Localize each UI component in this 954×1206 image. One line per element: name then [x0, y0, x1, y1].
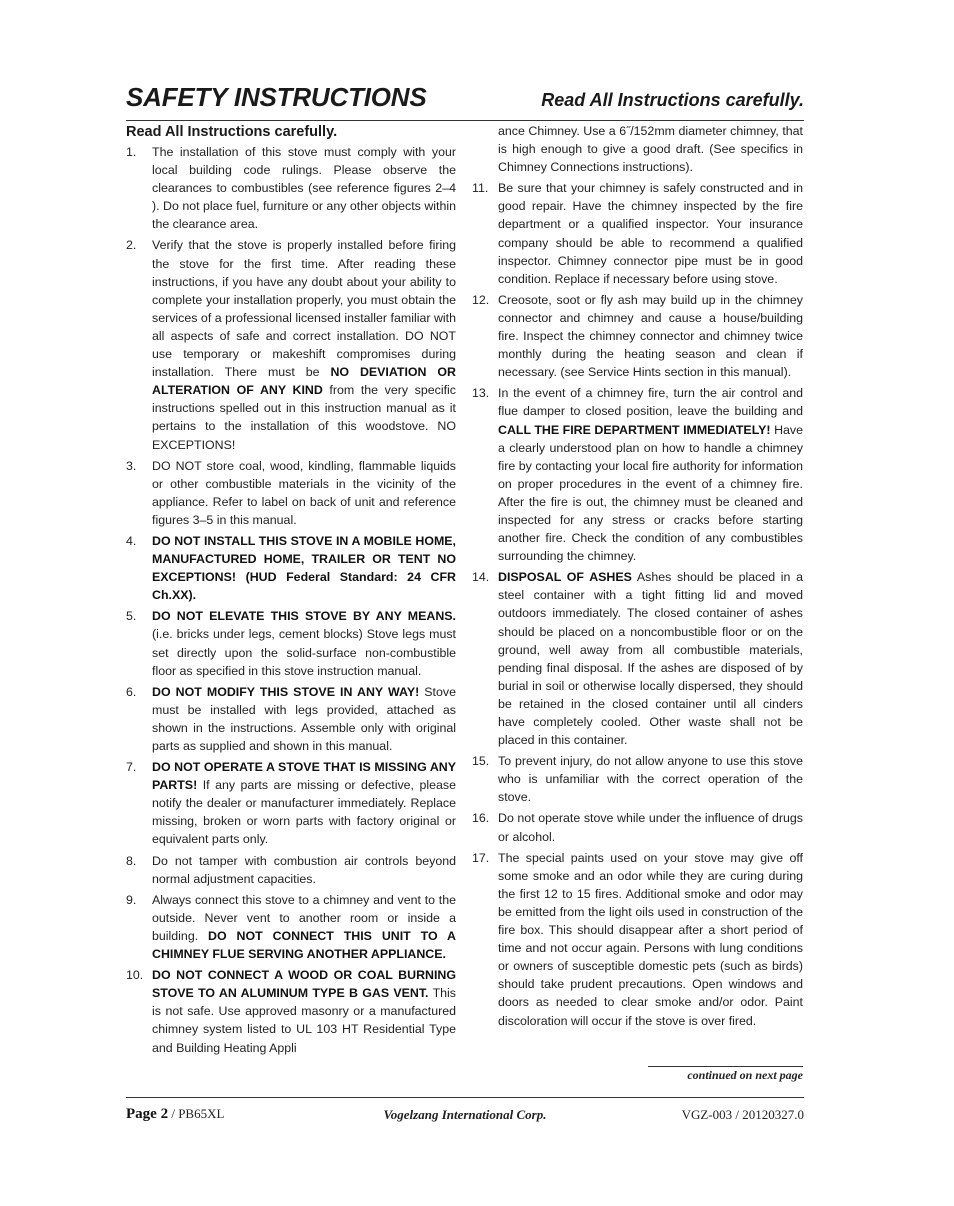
item-text: DO NOT store coal, wood, kindling, flammable liquids or other combustible materials in the vicinity of the appliance. Refer to label on back of unit and reference figures 3–5 in this manual. [152, 458, 456, 527]
item-emphasis: NO DEVIATION OR ALTERATION OF ANY KIND [152, 365, 456, 398]
item-text: Have a clearly understood plan on how to handle a chimney fire by contacting your local fire authority for information on proper procedures in the event of a chimney fire. After the fire is out, the chimney must be cleaned and inspected for any stress or cracks before starting another fire. Check the condition of any combustibles surrounding the chimney. [498, 422, 803, 564]
model-number: / PB65XL [168, 1106, 225, 1121]
list-item [126, 236, 456, 453]
header-subtitle: Read All Instructions carefully. [541, 90, 804, 110]
item-text: from the very specific instructions spelled out in this instruction manual as it pertains to the installation of this woodstove. NO EXCEPTIONS! [152, 383, 456, 452]
item-number: 14. [472, 570, 490, 585]
item-emphasis: DO NOT OPERATE A STOVE THAT IS MISSING ANY PARTS! [152, 760, 456, 793]
item-text: Do not operate stove while under the influence of drugs or alcohol. [498, 811, 803, 844]
item-emphasis: DISPOSAL OF ASHES [498, 570, 632, 585]
list-item [126, 457, 456, 529]
item-text: The special paints used on your stove may give off some smoke and an odor while they are curing during the first 12 to 15 fires. Additional smoke and odor may be emitted from the light oils used in construction of the fire box. This should disappear after a short period of time and not occur again. Persons with lung conditions or owners of susceptible domestic pets (such as birds) should take prudent precautions. Open windows and doors as needed to clear smoke and/or odor. Paint discoloration will occur if the stove is over fired. [498, 850, 803, 1028]
list-item [126, 532, 456, 604]
item-number: 16. [472, 811, 490, 826]
item-emphasis: DO NOT MODIFY THIS STOVE IN ANY WAY! [152, 684, 420, 699]
item-text: Stove must be installed with legs provided, attached as shown in the instructions. Assemble only with original parts as supplied and shown in this manual. [152, 684, 456, 753]
document-code: VGZ-003 / 20120327.0 [681, 1107, 804, 1122]
list-item [126, 758, 456, 848]
item-number: 10. [126, 968, 144, 983]
item-emphasis: DO NOT ELEVATE THIS STOVE BY ANY MEANS. [152, 609, 456, 624]
item-number: 7. [126, 760, 137, 775]
list-item [126, 683, 456, 755]
section-heading: Read All Instructions carefully. [126, 124, 338, 140]
item-number: 3. [126, 458, 137, 473]
item-text: Do not tamper with combustion air controls beyond normal adjustment capacities. [152, 853, 456, 886]
item-text: To prevent injury, do not allow anyone to use this stove who is unfamiliar with the correct operation of the stove. [498, 754, 803, 805]
right-column [472, 122, 803, 1033]
item-text: Be sure that your chimney is safely constructed and in good repair. Have the chimney inspected by the fire department or a qualified inspector. Your insurance company should be able to recommend a qualified inspector. Chimney connector pipe must be in good condition. Replace if necessary before using stove. [498, 181, 803, 286]
list-item [472, 849, 803, 1030]
page-header [126, 82, 804, 122]
item-text: Verify that the stove is properly installed before firing the stove for the first time. After reading these instructions, if you have any doubt about your ability to complete your installation properly, you must obtain the services of a professional licensed installer familiar with all aspects of safe and correct installation. DO NOT use temporary or makeshift compromises during installation. There must be [152, 238, 456, 380]
item-emphasis: CALL THE FIRE DEPARTMENT IMMEDIATELY! [498, 422, 771, 437]
item-text: The installation of this stove must comply with your local building code rulings. Please observe the clearances to combustibles (see reference figures 2–4 ). Do not place fuel, furniture or any other objects within the clearance area. [152, 145, 456, 232]
company-name: Vogelzang International Corp. [383, 1107, 547, 1122]
item-number: 11. [472, 181, 489, 196]
item-emphasis: DO NOT CONNECT THIS UNIT TO A CHIMNEY FLUE SERVING ANOTHER APPLIANCE. [152, 928, 456, 962]
header-divider [126, 120, 804, 121]
item-number: 17. [472, 850, 490, 865]
list-item [126, 852, 456, 888]
item-10-continuation: ance Chimney. Use a 6˝/152mm diameter chimney, that is high enough to give a good draft. (See specifics in Chimney Connections instructions). [498, 124, 803, 175]
instruction-list-left [126, 143, 456, 1057]
item-text: Creosote, soot or fly ash may build up in the chimney connector and chimney and cause a house/building fire. Inspect the chimney connector and chimney twice monthly during the heating season and clean if necessary. (see Service Hints section in this manual). [498, 292, 803, 380]
item-number: 8. [126, 853, 137, 868]
item-text: This is not safe. Use approved masonry or a manufactured chimney system listed to UL 103 HT Residential Type and Building Heating Appli [152, 986, 456, 1055]
list-item [472, 384, 803, 565]
list-item [472, 568, 803, 749]
item-emphasis: DO NOT CONNECT A WOOD OR COAL BURNING STOVE TO AN ALUMINUM TYPE B GAS VENT. [152, 968, 456, 1001]
item-emphasis: DO NOT INSTALL THIS STOVE IN A MOBILE HOME, MANUFACTURED HOME, TRAILER OR TENT NO EXCEPTIONS! (HUD Federal Standard: 24 CFR Ch.XX). [152, 533, 456, 603]
page-label: Page 2 [126, 1106, 169, 1122]
item-text: Ashes should be placed in a steel container with a tight fitting lid and moved outdoors immediately. The closed container of ashes should be placed on a noncombustible floor or on the ground, well away from all combustible materials, pending final disposal. If the ashes are disposed of by burial in soil or otherwise locally dispersed, they should be retained in the closed container until all cinders have completely cooled. Other waste shall not be placed in this container. [498, 570, 803, 748]
item-number: 5. [126, 609, 137, 624]
left-column [126, 122, 456, 1060]
list-item [126, 891, 456, 963]
list-item [472, 809, 803, 845]
list-item [126, 143, 456, 233]
item-text: (i.e. bricks under legs, cement blocks) Stove legs must set directly upon the solid-surface non-combustible floor as specified in this stove instruction manual. [152, 627, 456, 678]
footer-divider [126, 1097, 804, 1098]
item-number: 2. [126, 238, 137, 253]
item-number: 9. [126, 892, 137, 907]
item-number: 15. [472, 754, 490, 769]
continued-note: continued on next page [648, 1066, 803, 1083]
item-text: If any parts are missing or defective, please notify the dealer or manufacturer immediately. Replace missing, broken or worn parts with factory original or equivalent parts only. [152, 778, 456, 847]
item-number: 4. [126, 533, 137, 548]
item-number: 6. [126, 684, 137, 699]
list-item [472, 752, 803, 806]
item-number: 13. [472, 386, 490, 401]
list-item [126, 966, 456, 1056]
list-item [126, 607, 456, 679]
list-item [472, 179, 803, 288]
page-title: SAFETY INSTRUCTIONS [126, 82, 427, 112]
instruction-list-right [472, 179, 803, 1029]
list-item [472, 291, 803, 381]
item-text: In the event of a chimney fire, turn the air control and flue damper to closed position, leave the building and [498, 386, 803, 419]
item-number: 12. [472, 292, 490, 307]
item-text: Always connect this stove to a chimney and vent to the outside. Never vent to another room or inside a building. [152, 892, 456, 943]
item-number: 1. [126, 145, 137, 159]
page-footer [126, 1106, 804, 1128]
